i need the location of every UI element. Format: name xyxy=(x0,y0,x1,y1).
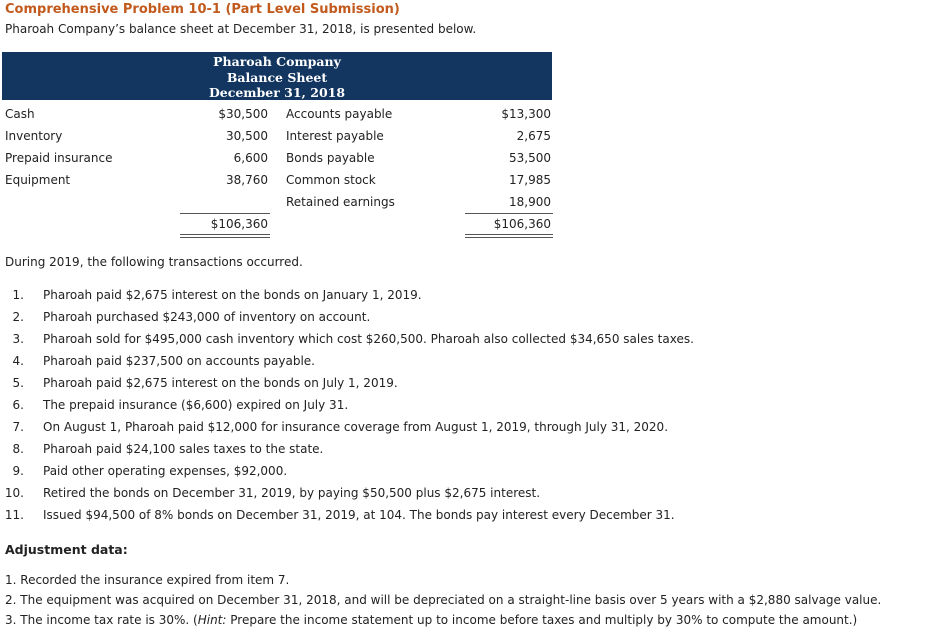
transaction-text: Retired the bonds on December 31, 2019, by paying $50,500 plus $2,675 interest. xyxy=(43,486,541,500)
transaction-number: 5. xyxy=(12,376,24,390)
transaction-number: 7. xyxy=(12,420,24,434)
statement-name: Balance Sheet xyxy=(226,69,328,85)
transaction-number: 10. xyxy=(4,486,24,500)
total-rule xyxy=(465,213,553,214)
liability-amount: 2,675 xyxy=(516,129,551,143)
transaction-text: Pharoah sold for $495,000 cash inventory which cost $260,500. Pharoah also collected $34,650 sales taxes. xyxy=(43,332,694,346)
balance-sheet-header xyxy=(2,52,552,100)
liability-amount: 53,500 xyxy=(509,151,551,165)
transaction-text: Pharoah paid $2,675 interest on the bonds on July 1, 2019. xyxy=(43,376,398,390)
transaction-text: Pharoah purchased $243,000 of inventory on account. xyxy=(43,310,371,324)
asset-amount: 38,760 xyxy=(226,173,268,187)
double-rule xyxy=(465,234,553,238)
transaction-text: On August 1, Pharoah paid $12,000 for insurance coverage from August 1, 2019, through July 31, 2020. xyxy=(43,420,669,434)
double-rule xyxy=(180,234,270,238)
transaction-text: Pharoah paid $2,675 interest on the bonds on January 1, 2019. xyxy=(43,288,422,302)
liability-amount: $13,300 xyxy=(501,107,551,121)
intro-text: Pharoah Company’s balance sheet at December 31, 2018, is presented below. xyxy=(5,22,477,36)
transaction-text: Paid other operating expenses, $92,000. xyxy=(43,464,288,478)
transaction-number: 8. xyxy=(12,442,24,456)
hint-label: Hint: xyxy=(197,613,227,627)
transaction-text: Pharoah paid $24,100 sales taxes to the state. xyxy=(43,442,324,456)
adjustment-heading: Adjustment data: xyxy=(5,542,128,557)
transaction-number: 2. xyxy=(12,310,24,324)
liability-amount: 18,900 xyxy=(509,195,551,209)
total-liabilities-equity: $106,360 xyxy=(493,217,551,231)
transaction-text: The prepaid insurance ($6,600) expired on July 31. xyxy=(43,398,349,412)
adjustment-item xyxy=(5,613,857,627)
statement-date: December 31, 2018 xyxy=(208,85,346,100)
adjustment-text: Prepare the income statement up to income before taxes and multiply by 30% to compute the amount.) xyxy=(226,613,858,627)
asset-amount: 30,500 xyxy=(226,129,268,143)
transaction-text: Pharoah paid $237,500 on accounts payable. xyxy=(43,354,315,368)
transaction-number: 6. xyxy=(12,398,24,412)
asset-label: Equipment xyxy=(5,173,71,187)
liability-label: Common stock xyxy=(286,173,376,187)
liability-amount: 17,985 xyxy=(509,173,551,187)
liability-label: Retained earnings xyxy=(286,195,395,209)
asset-amount: 6,600 xyxy=(233,151,268,165)
liability-label: Interest payable xyxy=(286,129,384,143)
transaction-number: 9. xyxy=(12,464,24,478)
transaction-text: Issued $94,500 of 8% bonds on December 31, 2019, at 104. The bonds pay interest every December 31. xyxy=(43,508,675,522)
asset-label: Prepaid insurance xyxy=(5,151,113,165)
asset-label: Cash xyxy=(5,107,35,121)
total-assets: $106,360 xyxy=(210,217,268,231)
asset-amount: $30,500 xyxy=(218,107,268,121)
company-name: Pharoah Company xyxy=(213,54,341,69)
transaction-number: 1. xyxy=(12,288,24,302)
transaction-number: 4. xyxy=(12,354,24,368)
asset-label: Inventory xyxy=(5,129,63,143)
liability-label: Bonds payable xyxy=(286,151,375,165)
transaction-number: 11. xyxy=(4,508,24,522)
transactions-intro: During 2019, the following transactions occurred. xyxy=(5,255,303,269)
liability-label: Accounts payable xyxy=(286,107,393,121)
transaction-number: 3. xyxy=(12,332,24,346)
page-title: Comprehensive Problem 10-1 (Part Level Submission) xyxy=(5,2,400,17)
adjustment-text: 3. The income tax rate is 30%. ( xyxy=(5,613,198,627)
adjustment-item: 2. The equipment was acquired on December 31, 2018, and will be depreciated on a straight-line basis over 5 years with a $2,880 salvage value. xyxy=(5,593,882,607)
adjustment-item: 1. Recorded the insurance expired from item 7. xyxy=(5,573,290,587)
total-rule xyxy=(180,213,270,214)
